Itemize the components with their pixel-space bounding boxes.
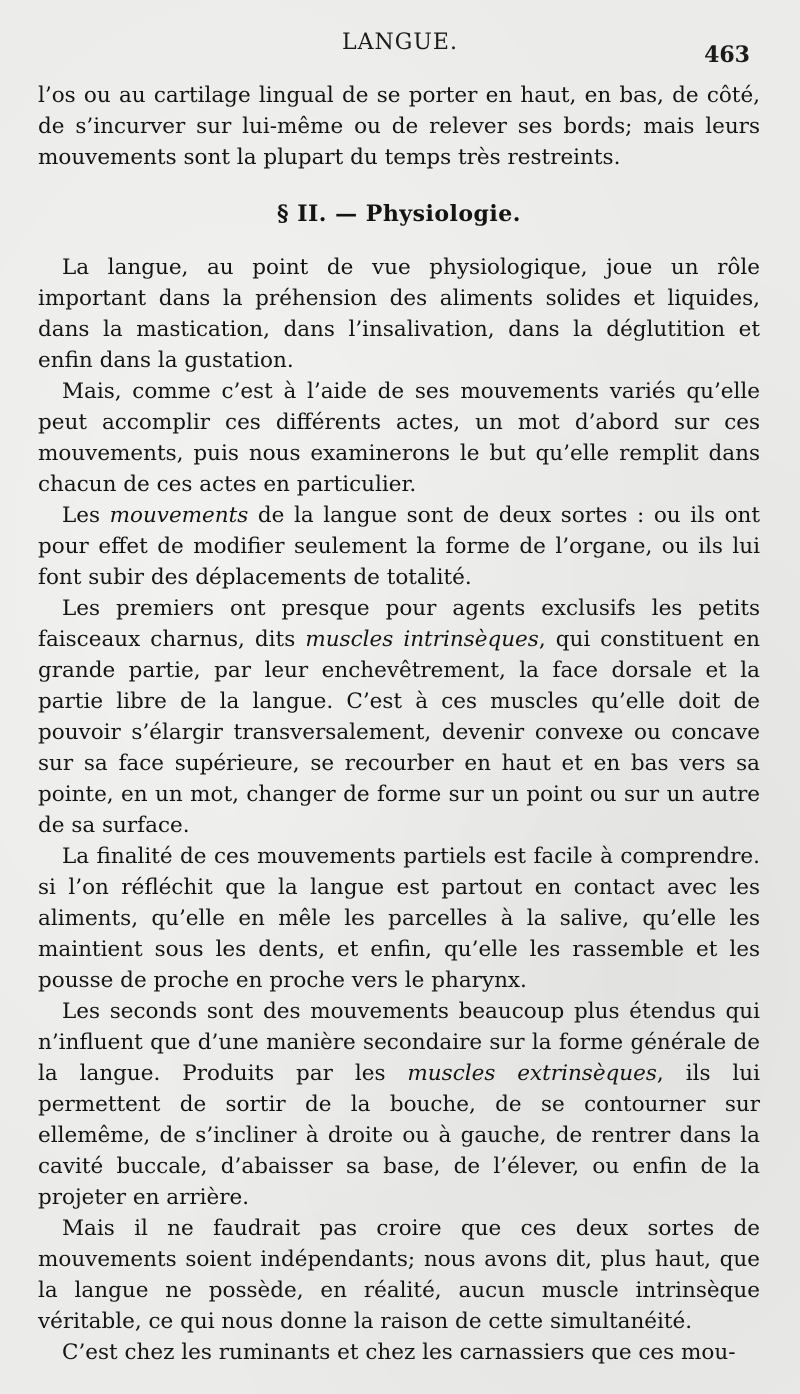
paragraph-6-text-a: Les seconds sont des mouvements beaucoup plus étendus qui n’influent que d’une manière secondaire sur la forme générale de la langue. Produits par les xyxy=(38,999,760,1086)
running-title: LANGUE. xyxy=(342,30,458,55)
paragraph-3 xyxy=(38,500,760,593)
paragraph-4-text-b: , qui constituent en grande partie, par leur enchevêtrement, la face dorsale et la partie libre de la langue. C’est à ces muscles qu’elle doit de pouvoir s’élargir transversalement, devenir convexe ou concave sur sa face supérieure, se recourber en haut et en bas vers sa pointe, en un mot, changer de forme sur un point ou sur un autre de sa surface. xyxy=(38,627,760,838)
paragraph-3-text-b: de la langue sont de deux sortes : ou ils ont pour effet de modifier seulement la forme de l’organe, ou ils lui font subir des déplacements de totalité. xyxy=(38,503,761,590)
paragraph-2: Mais, comme c’est à l’aide de ses mouvements variés qu’elle peut accomplir ces différents actes, un mot d’abord sur ces mouvements, puis nous examinerons le but qu’elle remplit dans chacun de ces actes en particulier. xyxy=(38,379,760,497)
paragraph-4-italic: muscles intrinsèques xyxy=(305,627,539,652)
page-body xyxy=(38,80,760,1368)
paragraph-8: C’est chez les ruminants et chez les carnassiers que ces mou- xyxy=(62,1340,736,1365)
page-number: 463 xyxy=(704,42,750,68)
paragraph-6-italic: muscles extrinsèques xyxy=(407,1061,657,1086)
paragraph-3-text-a: Les xyxy=(62,503,110,528)
paragraph-5: La finalité de ces mouvements partiels est facile à comprendre. si l’on réfléchit que la langue est partout en contact avec les aliments, qu’elle en mêle les parcelles à la salive, qu’elle les maintient sous les dents, et enfin, qu’elle les rassemble et les pousse de proche en proche vers le pharynx. xyxy=(38,844,760,993)
paragraph-6 xyxy=(38,996,760,1213)
paragraph-3-italic: mouvements xyxy=(109,503,249,528)
paragraph-7: Mais il ne faudrait pas croire que ces deux sortes de mouvements soient indépendants; nous avons dit, plus haut, que la langue ne possède, en réalité, aucun muscle intrinsèque véritable, ce qui nous donne la raison de cette simultanéité. xyxy=(38,1216,760,1334)
paragraph-4 xyxy=(38,593,760,841)
paragraph-continued: l’os ou au cartilage lingual de se porter en haut, en bas, de côté, de s’incurver sur lui-même ou de relever ses bords; mais leurs mouvements sont la plupart du temps très restreints. xyxy=(38,83,760,170)
paragraph-1: La langue, au point de vue physiologique, joue un rôle important dans la préhension des aliments solides et liquides, dans la mastication, dans l’insalivation, dans la déglutition et enfin dans la gustation. xyxy=(38,255,760,373)
paragraph-4-text-a: Les premiers ont presque pour agents exclusifs les petits faisceaux charnus, dits xyxy=(38,596,760,652)
section-heading: § II. — Physiologie. xyxy=(277,201,521,227)
paragraph-6-text-b: , ils lui permettent de sortir de la bouche, de se contourner sur ellemême, de s’incliner à droite ou à gauche, de rentrer dans la cavité buccale, d’abaisser sa base, de l’élever, ou enfin de la projeter en arrière. xyxy=(38,1061,761,1210)
